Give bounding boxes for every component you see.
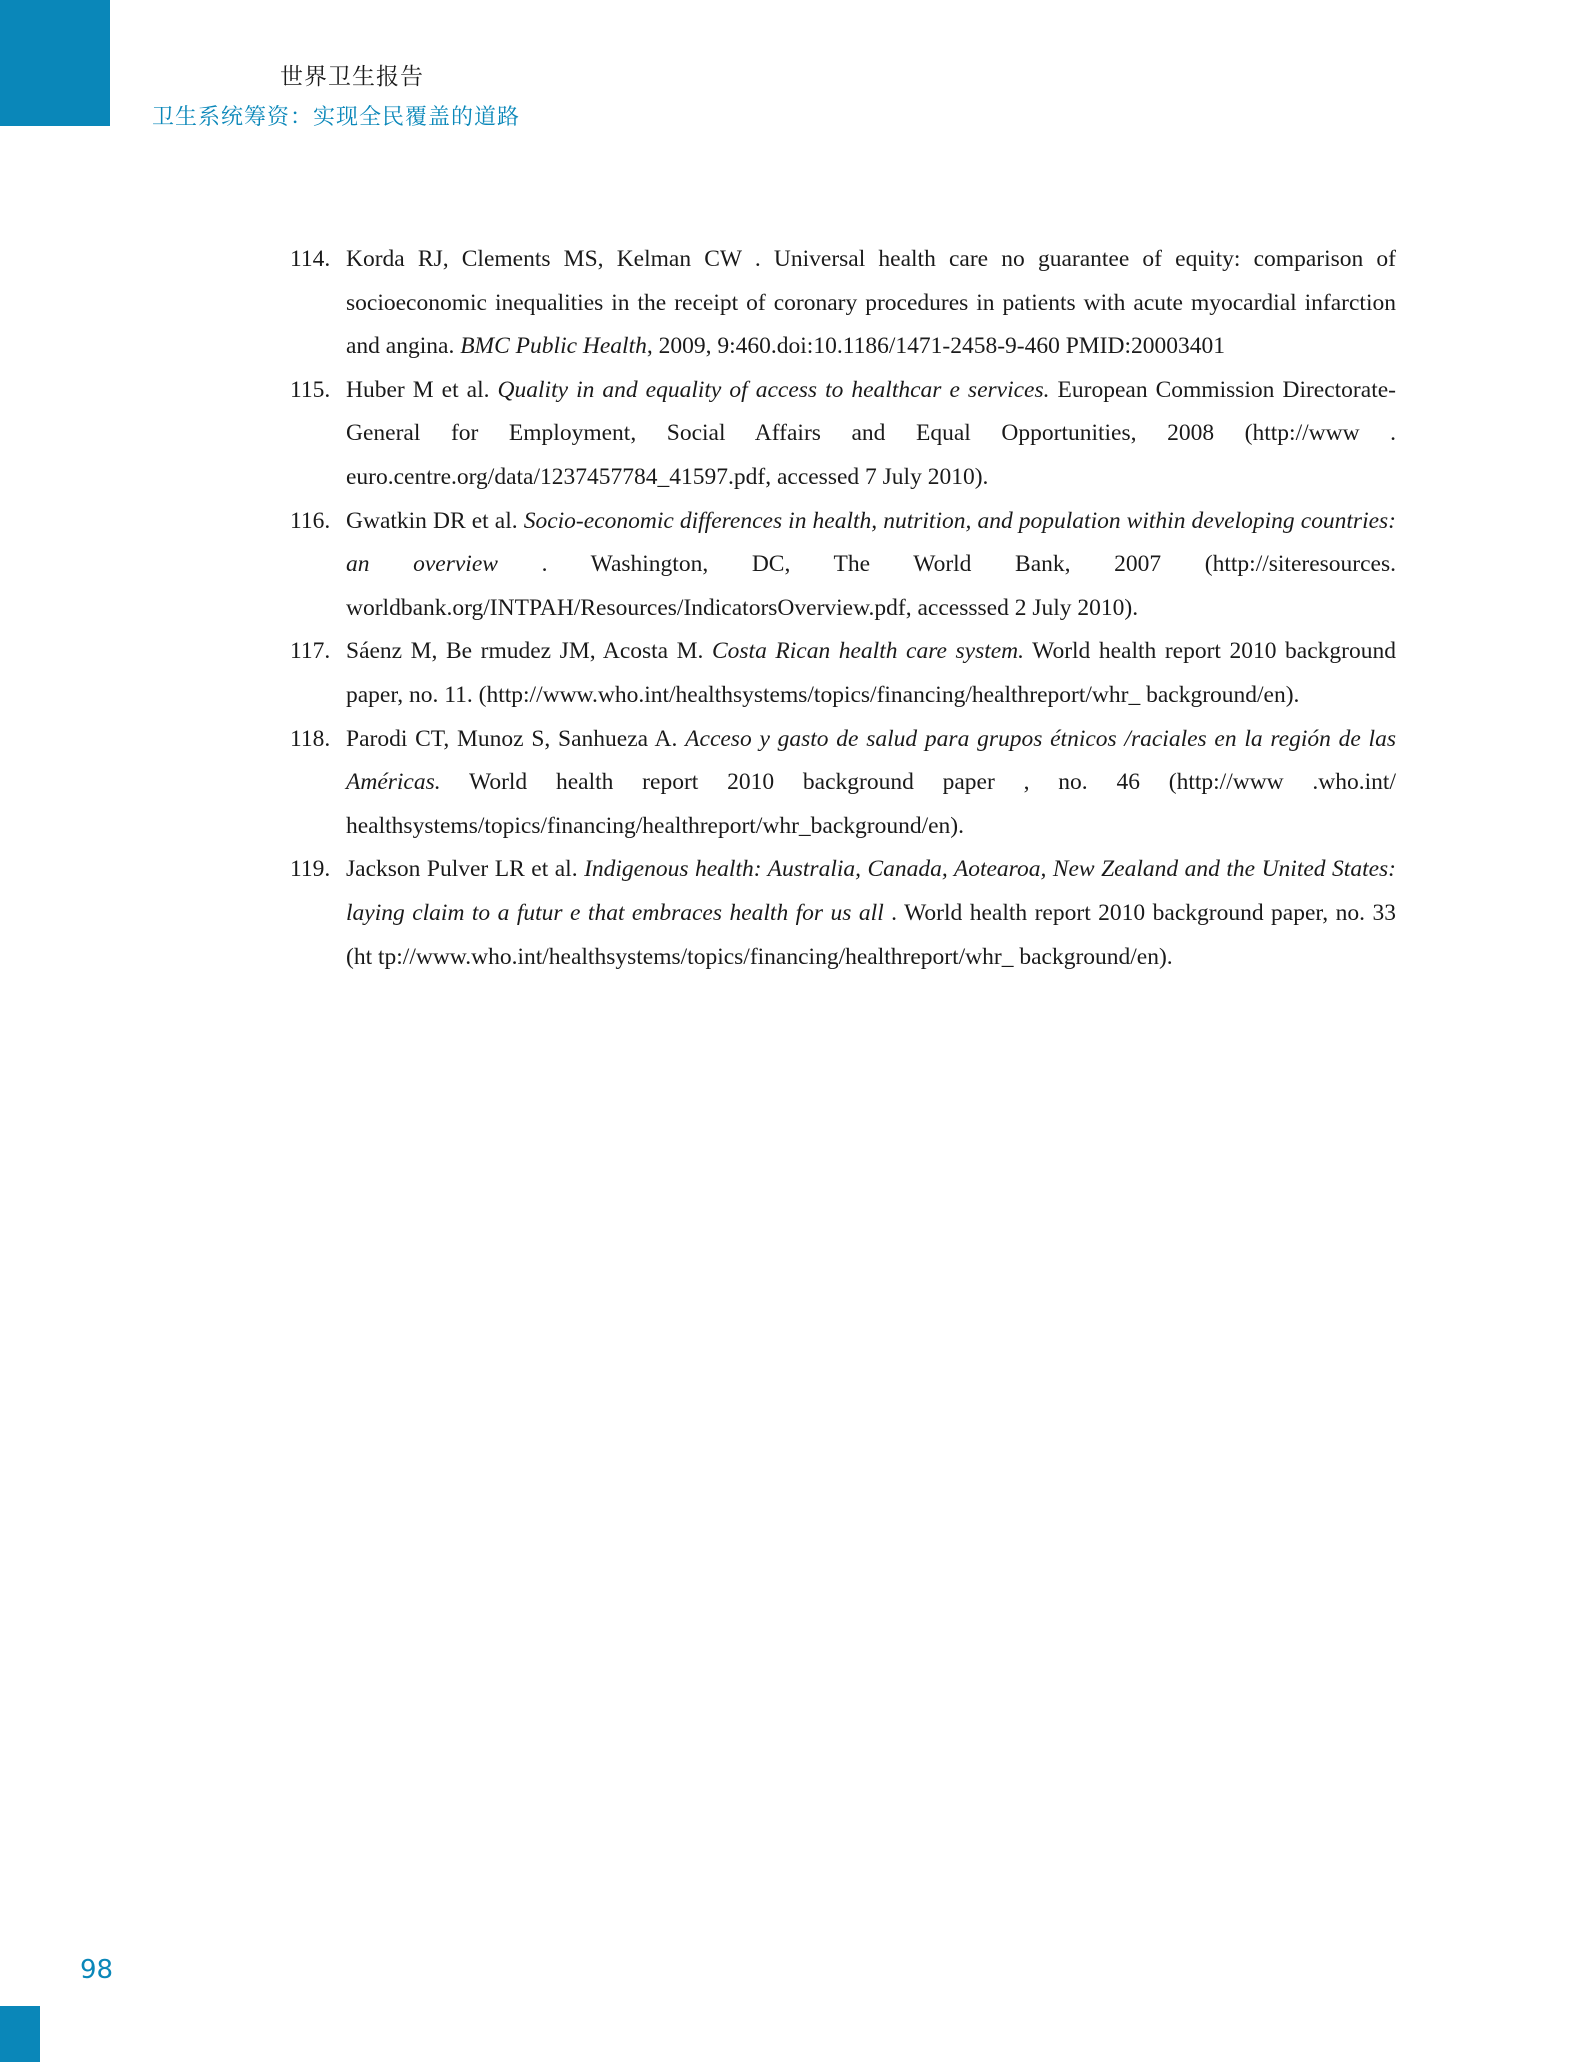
reference-source: . World health report 2010 background paper, no. 33 (ht tp://www.who.int/healthsystems/topics/financing/healthreport/whr_ background/en). — [346, 899, 1396, 970]
reference-item — [290, 630, 1396, 717]
reference-title: Quality in and equality of access to healthcar e services. — [497, 376, 1050, 403]
reference-item — [290, 500, 1396, 631]
reference-title: Socio-economic differences in health, nutrition, and population within developing countries: an overview — [346, 507, 1396, 578]
bottom-accent-block — [0, 2006, 40, 2062]
reference-source: World health report 2010 background paper , no. 46 (http://www .who.int/ healthsystems/topics/financing/healthreport/whr_background/en). — [346, 769, 1396, 839]
reference-authors: Sáenz M, Be rmudez JM, Acosta M. — [346, 638, 712, 665]
reference-authors: Huber M et al. — [346, 376, 498, 403]
reference-text — [346, 630, 1396, 717]
reference-item — [290, 718, 1396, 849]
reference-item — [290, 238, 1396, 369]
reference-authors: Korda RJ, Clements MS, Kelman CW . Universal health care no guarantee of equity: comparison of socioeconomic inequalities in the receipt of coronary procedures in patients with acute myocardial infarction and angina. — [346, 246, 1396, 360]
reference-item — [290, 369, 1396, 500]
reference-item — [290, 848, 1396, 979]
reference-text — [346, 369, 1396, 500]
report-title: 世界卫生报告 — [280, 64, 424, 90]
corner-accent-block — [0, 0, 110, 126]
reference-title: Acceso y gasto de salud para grupos étnicos /raciales en la región de las Américas. — [346, 725, 1396, 796]
reference-number: 114. — [290, 246, 331, 272]
reference-authors: Gwatkin DR et al. — [346, 507, 524, 534]
reference-source: European Commission Directorate-General for Employment, Social Affairs and Equal Opportunities, 2008 (http://www . euro.centre.org/data/1237457784_41597.pdf, accessed 7 July 2010). — [346, 376, 1396, 490]
reference-text — [346, 848, 1396, 979]
reference-text — [346, 500, 1396, 631]
reference-title: BMC Public Health — [460, 333, 647, 360]
reference-number: 118. — [290, 725, 331, 752]
reference-number: 117. — [290, 638, 331, 665]
reference-source: World health report 2010 background paper, no. 11. (http://www.who.int/healthsystems/topics/financing/healthreport/whr_ background/en). — [346, 638, 1396, 708]
reference-source: . Washington, DC, The World Bank, 2007 (http://siteresources. worldbank.org/INTPAH/Resources/IndicatorsOverview.pdf, accesssed 2 July 2010). — [346, 551, 1396, 621]
reference-number: 119. — [290, 856, 331, 883]
reference-title: Indigenous health: Australia, Canada, Aotearoa, New Zealand and the United States: laying claim to a futur e that embraces health for us all — [346, 856, 1396, 926]
reference-text — [346, 238, 1396, 369]
reference-title: Costa Rican health care system. — [711, 638, 1025, 665]
page-number: 98 — [80, 1955, 114, 1985]
reference-authors: Parodi CT, Munoz S, Sanhueza A. — [346, 725, 686, 752]
report-subtitle: 卫生系统筹资：实现全民覆盖的道路 — [152, 105, 521, 130]
reference-list — [290, 238, 1396, 979]
reference-source: , 2009, 9:460.doi:10.1186/1471-2458-9-460 PMID:20003401 — [646, 333, 1226, 360]
reference-number: 116. — [290, 507, 331, 534]
reference-number: 115. — [290, 376, 331, 403]
reference-authors: Jackson Pulver LR et al. — [346, 856, 585, 883]
reference-text — [346, 718, 1396, 849]
